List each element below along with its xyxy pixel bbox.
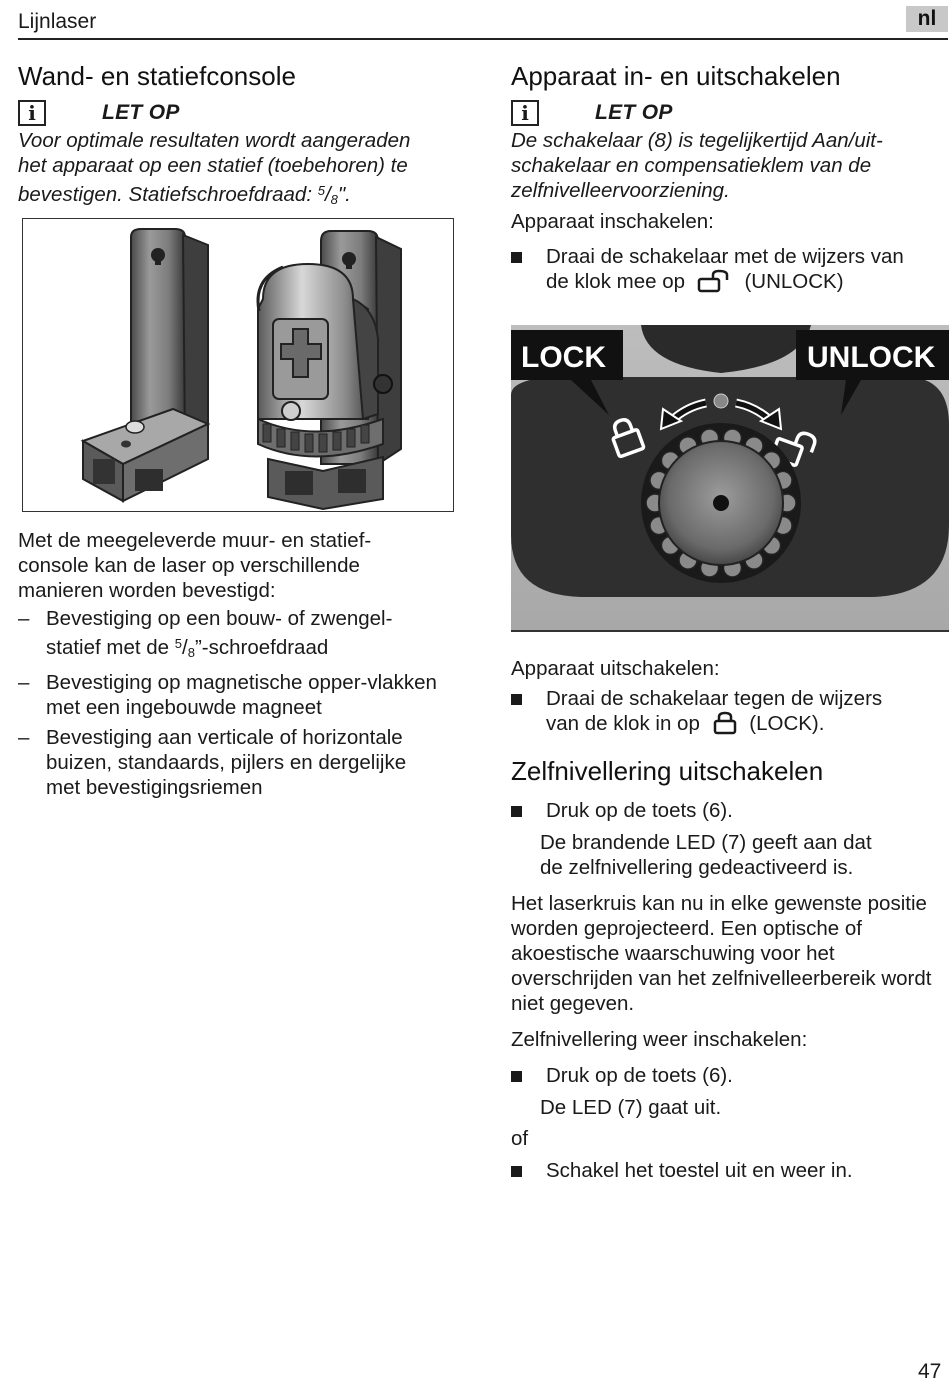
- bullet-marker: [511, 798, 546, 823]
- wall-bracket: [83, 229, 208, 501]
- figure-wall-console-laser: [22, 218, 454, 512]
- mounting-description: [18, 528, 458, 800]
- switch-off-instruction: [511, 686, 946, 736]
- paragraph-line: worden geprojecteerd. Een optische of: [511, 917, 863, 940]
- running-header: Lijnlaser: [18, 10, 97, 33]
- list-item-line: Bevestiging op magnetische opper-vlakken: [46, 671, 437, 694]
- intro-line: console kan de laser op verschillende: [18, 554, 360, 577]
- instruction-text: Schakel het toestel uit en weer in.: [546, 1159, 853, 1182]
- bullet-marker: [511, 244, 546, 294]
- instruction-line: van de klok in op (LOCK).: [546, 712, 825, 735]
- switch-off-label: Apparaat uitschakelen:: [511, 657, 720, 680]
- laser-cross-paragraph: [511, 891, 946, 1016]
- switch-on-instruction: [511, 244, 946, 294]
- bullet-marker: [511, 1063, 546, 1088]
- rotary-switch[interactable]: [641, 423, 801, 583]
- list-item: [18, 606, 458, 665]
- lock-icon: [712, 711, 738, 735]
- note-header: [511, 98, 673, 128]
- paragraph-line: akoestische waarschuwing voor het: [511, 942, 835, 965]
- result-line: de zelfnivellering gedeactiveerd is.: [540, 856, 854, 879]
- section-heading-self-leveling: Zelfnivellering uitschakelen: [511, 756, 824, 786]
- instruction-item: [511, 1063, 946, 1088]
- intro-line: manieren worden bevestigd:: [18, 579, 276, 602]
- result-line: De brandende LED (7) geeft aan dat: [540, 831, 872, 854]
- wall-console-illustration: [23, 219, 453, 511]
- note-label: LET OP: [102, 101, 180, 124]
- paragraph-line: Het laserkruis kan nu in elke gewenste positie: [511, 892, 927, 915]
- instruction-result: [540, 830, 872, 880]
- section-heading-wall-tripod: Wand- en statiefconsole: [18, 61, 296, 91]
- instruction-result: De LED (7) gaat uit.: [540, 1096, 722, 1119]
- or-text: of: [511, 1127, 529, 1150]
- dash-marker: –: [18, 607, 30, 630]
- section-heading-switch: Apparaat in- en uitschakelen: [511, 61, 841, 91]
- list-item-line: Bevestiging op een bouw- of zwengel-: [46, 607, 393, 630]
- info-icon: i: [18, 100, 46, 126]
- note-line: zelfnivelleervoorziening.: [511, 179, 730, 202]
- paragraph-line: overschrijden van het zelfnivelleerbereik wordt: [511, 967, 932, 990]
- list-item-line: statief met de $^5$/8”-schroefdraad: [46, 636, 329, 660]
- page-number: 47: [918, 1360, 942, 1383]
- lock-label: LOCK: [521, 341, 606, 374]
- language-badge: nl: [906, 6, 948, 32]
- reenable-label: Zelfnivellering weer inschakelen:: [511, 1028, 808, 1051]
- note-line: het apparaat op een statief (toebehoren) te: [18, 154, 408, 177]
- info-icon: i: [511, 100, 539, 126]
- list-item-line: buizen, standaards, pijlers en dergelijke: [46, 751, 407, 774]
- note-line: Voor optimale resultaten wordt aangeraden: [18, 129, 411, 152]
- list-item: [18, 725, 458, 800]
- note-text: [511, 128, 946, 203]
- unlock-label: UNLOCK: [807, 341, 936, 374]
- list-item-line: met bevestigingsriemen: [46, 776, 263, 799]
- switch-on-label: Apparaat inschakelen:: [511, 210, 714, 233]
- instruction-text: Druk op de toets (6).: [546, 1064, 733, 1087]
- dial-illustration: [511, 325, 949, 633]
- note-line: bevestigen. Statiefschroefdraad: $^5$/8".: [18, 183, 351, 207]
- instruction-text: Druk op de toets (6).: [546, 799, 733, 822]
- dash-marker: –: [18, 726, 30, 749]
- bullet-marker: [511, 686, 546, 736]
- figure-lock-unlock-dial: [511, 325, 949, 633]
- instruction-line: Draai de schakelaar tegen de wijzers: [546, 687, 883, 710]
- note-header: [18, 98, 180, 128]
- list-item-line: Bevestiging aan verticale of horizontale: [46, 726, 403, 749]
- instruction-item: [511, 1158, 946, 1183]
- instruction-item: [511, 798, 946, 823]
- note-label: LET OP: [595, 101, 673, 124]
- paragraph-line: niet gegeven.: [511, 992, 635, 1015]
- unlock-icon: [697, 269, 733, 293]
- bullet-marker: [511, 1158, 546, 1183]
- list-item: [18, 670, 458, 720]
- intro-line: Met de meegeleverde muur- en statief-: [18, 529, 372, 552]
- instruction-line: Draai de schakelaar met de wijzers van: [546, 245, 904, 268]
- note-text: [18, 128, 458, 212]
- dash-marker: –: [18, 671, 30, 694]
- instruction-line: de klok mee op (UNLOCK): [546, 270, 844, 293]
- list-item-line: met een ingebouwde magneet: [46, 696, 322, 719]
- header-divider: [18, 38, 948, 40]
- note-line: schakelaar en compensatieklem van de: [511, 154, 872, 177]
- note-line: De schakelaar (8) is tegelijkertijd Aan/uit-: [511, 129, 883, 152]
